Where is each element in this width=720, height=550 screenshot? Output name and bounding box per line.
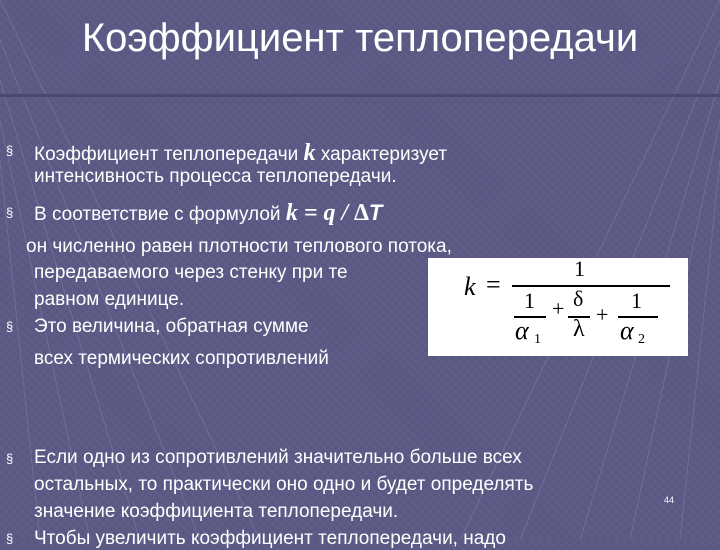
text-fragment: Коэффициент теплопередачи [34, 144, 299, 165]
bullet-marker: § [6, 319, 14, 334]
title-divider [0, 94, 720, 97]
bullet-marker: § [6, 451, 14, 466]
text-fragment: характеризует [320, 144, 448, 165]
paragraph-line: равном единице. [34, 289, 185, 310]
slide-title: Коэффициент теплопередачи [81, 16, 639, 60]
paragraph-line: интенсивность процесса теплопередачи. [34, 166, 397, 187]
bullet-marker: § [6, 143, 14, 158]
fraction1-numerator: 1 [524, 288, 535, 313]
main-fraction-bar [512, 285, 670, 287]
paragraph-line [34, 140, 447, 167]
text-fragment: В соответствие с формулой [34, 204, 281, 225]
alpha-2-subscript: 2 [638, 332, 645, 347]
inline-formula: k = q / ∆ [285, 200, 369, 226]
alpha-1-subscript: 1 [534, 332, 541, 347]
variable-k: k [303, 140, 316, 166]
paragraph-line: Это величина, обратная сумме [34, 316, 309, 337]
paragraph-line: Если одно из сопротивлений значительно больше всех [34, 447, 522, 468]
paragraph-line: значение коэффициента теплопередачи. [34, 501, 399, 522]
paragraph-line: остальных, то практически оно одно и будет определять [34, 474, 534, 495]
paragraph-line: передаваемого через стенку при те [34, 262, 348, 283]
heat-transfer-formula [428, 258, 688, 356]
alpha-2: α [620, 316, 634, 345]
alpha-1: α [515, 316, 529, 345]
fraction3-numerator: 1 [631, 288, 642, 313]
page-number: 44 [664, 495, 675, 505]
delta: δ [573, 286, 584, 311]
formula-equals: = [486, 270, 501, 299]
paragraph-line: Чтобы увеличить коэффициент теплопередачи, надо [34, 528, 506, 549]
plus-sign: + [552, 296, 565, 321]
formula-numerator: 1 [574, 256, 585, 281]
lambda: λ [573, 316, 585, 342]
formula-k: k [464, 272, 476, 301]
paragraph-line: всех термических сопротивлений [34, 348, 329, 369]
paragraph-line [34, 200, 382, 227]
bullet-marker: § [6, 205, 14, 220]
bullet-marker: § [6, 531, 14, 546]
paragraph-line: он численно равен плотности теплового потока, [26, 236, 452, 257]
variable-t: T [368, 200, 383, 225]
plus-sign: + [596, 302, 609, 327]
